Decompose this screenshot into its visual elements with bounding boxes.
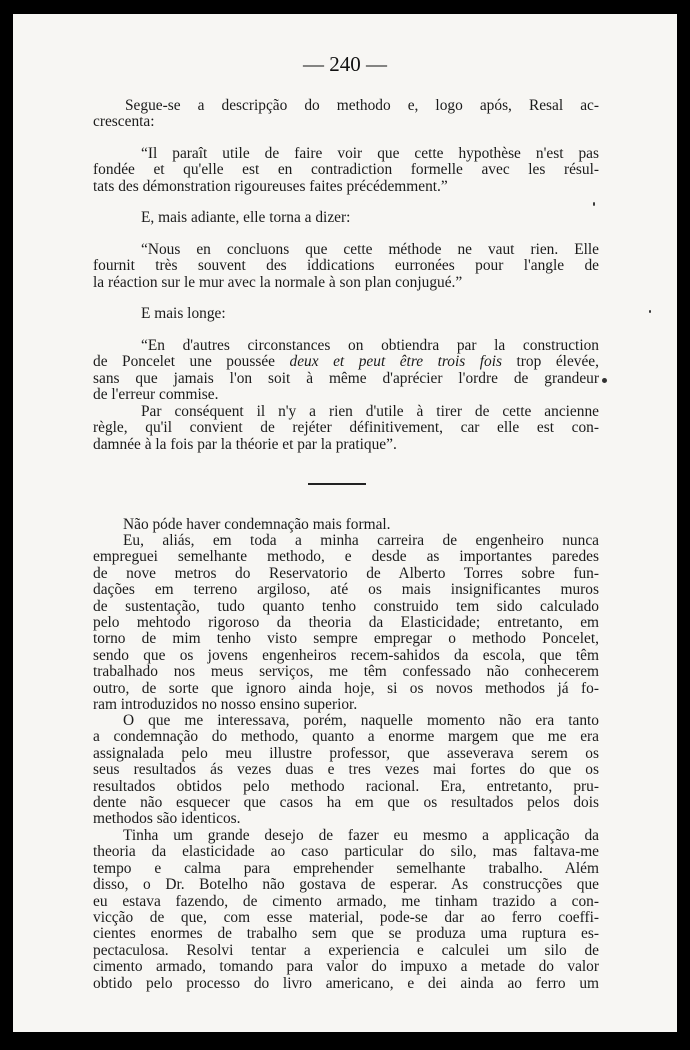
page-number: — 240 — (303, 52, 387, 76)
text-line: Segue-se a descripção do methodo e, logo após, Resal ac- (125, 97, 599, 114)
transition-paragraph-2 (93, 306, 599, 322)
text-line: resultados obtidos pelo methodo racional. Era, entretanto, pru- (93, 777, 599, 795)
quote-resal-1 (93, 146, 599, 195)
text-line: tats des démonstration rigoureuses faites précédemment.” (93, 177, 448, 195)
text-line: cientes enormes de trabalho sem que se produza uma ruptura es- (93, 925, 599, 943)
emphasis: deux et peut être trois fois (289, 353, 503, 371)
text-line: obtido pelo processo do livro americano, e dei ainda ao ferro um (93, 974, 599, 992)
text-line: fondée et qu'elle est en contradiction formelle avec les résul- (93, 161, 599, 179)
body-paragraph-2 (93, 533, 599, 713)
text-line: fournit très souvent des iddications eurronées pour l'angle de (93, 257, 599, 275)
text-line: a condemnação do methodo, quanto a enorme margem que me era (93, 728, 599, 746)
text-line: disso, o Dr. Botelho não gostava de esperar. As construcções que (93, 876, 599, 894)
text-line: de Poncelet une poussée deux et peut être trois fois trop élevée, (93, 353, 599, 371)
text-line: E mais longe: (141, 305, 226, 322)
text-line: outro, de sorte que ignoro ainda hoje, si os novos methodos já fo- (93, 679, 599, 697)
text-line: sans que jamais l'on soit à même d'aprécier l'ordre de grandeur (93, 369, 599, 387)
body-paragraph-4 (93, 828, 599, 992)
text-line: la réaction sur le mur avec la normale à son plan conjugué.” (93, 273, 463, 291)
quote-resal-4 (93, 404, 599, 453)
text-line: pelo mehtodo rigoroso da theoria da Elasticidade; entretanto, em (93, 614, 599, 632)
text-line: Tinha um grande desejo de fazer eu mesmo a applicação da (123, 827, 599, 844)
text-line: “En d'autres circonstances on obtiendra par la construction (141, 337, 599, 354)
text-line: de l'erreur commise. (93, 386, 219, 404)
text-line: O que me interessava, porém, naquelle momento não era tanto (123, 712, 599, 729)
text-line: vicção de que, com esse material, pode-se dar ao ferro coeffi- (93, 909, 599, 927)
section-divider (308, 483, 366, 485)
text-line: sendo que os jovens engenheiros recem-sahidos da escola, que têm (93, 646, 599, 664)
quote-resal-2 (93, 242, 599, 291)
text-line: crescenta: (93, 113, 155, 131)
text-line: empreguei semelhante methodo, e desde as importantes paredes (93, 548, 599, 566)
text-line: dações em terreno argiloso, até os mais insignificantes muros (93, 581, 599, 599)
text-line: Eu, aliás, em toda a minha carreira de engenheiro nunca (123, 532, 599, 549)
text-line: dente não esquecer que casos ha em que os resultados pelos dois (93, 794, 599, 812)
text-line: de sustentação, tudo quanto tenho construido tem sido calculado (93, 597, 599, 615)
quote-resal-3 (93, 338, 599, 404)
transition-paragraph-1 (93, 210, 599, 226)
intro-paragraph (93, 98, 599, 131)
text-line: torno de mim tenho visto sempre empregar o methodo Poncelet, (93, 630, 599, 648)
scan-speck (602, 378, 607, 383)
text-line: de nove metros do Reservatorio de Alberto Torres sobre fun- (93, 564, 599, 582)
text-line: Não póde haver condemnação mais formal. (123, 516, 391, 533)
text-line: methodos são identicos. (93, 810, 241, 828)
body-paragraph-3 (93, 713, 599, 828)
text-line: Par conséquent il n'y a rien d'utile à tirer de cette ancienne (141, 403, 599, 420)
text-line: damnée à la fois par la théorie et par la pratique”. (93, 435, 397, 453)
scan-speck (593, 202, 595, 206)
text-line: theoria da elasticidade ao caso particular do silo, mas faltava-me (93, 843, 599, 861)
scanned-page (13, 14, 677, 1032)
scan-speck (649, 310, 651, 313)
text-line: cimento armado, tomando para valor do impuxo a metade do valor (93, 958, 599, 976)
text-line: ram introduzidos no nosso ensino superior. (93, 696, 358, 714)
text-line: règle, qu'il convient de rejéter définitivement, car elle est con- (93, 419, 599, 437)
text-line: tempo e calma para emprehender semelhante trabalho. Além (93, 859, 599, 877)
text-line: seus resultados ás vezes duas e tres vezes mai fortes do que os (93, 761, 599, 779)
text-line: eu estava fazendo, de cimento armado, me tinham trazido a con- (93, 892, 599, 910)
body-paragraph-1 (93, 517, 599, 533)
text-line: assignalada pelo meu illustre professor, que asseverava serem os (93, 744, 599, 762)
text-line: trabalhado nos meus serviços, me têm confessado não conhecerem (93, 663, 599, 681)
text-line: “Il paraît utile de faire voir que cette hypothèse n'est pas (141, 145, 599, 162)
text-line: “Nous en concluons que cette méthode ne vaut rien. Elle (141, 241, 599, 258)
text-line: pectaculosa. Resolvi tentar a experiencia e calculei um silo de (93, 941, 599, 959)
text-line: E, mais adiante, elle torna a dizer: (141, 209, 351, 226)
